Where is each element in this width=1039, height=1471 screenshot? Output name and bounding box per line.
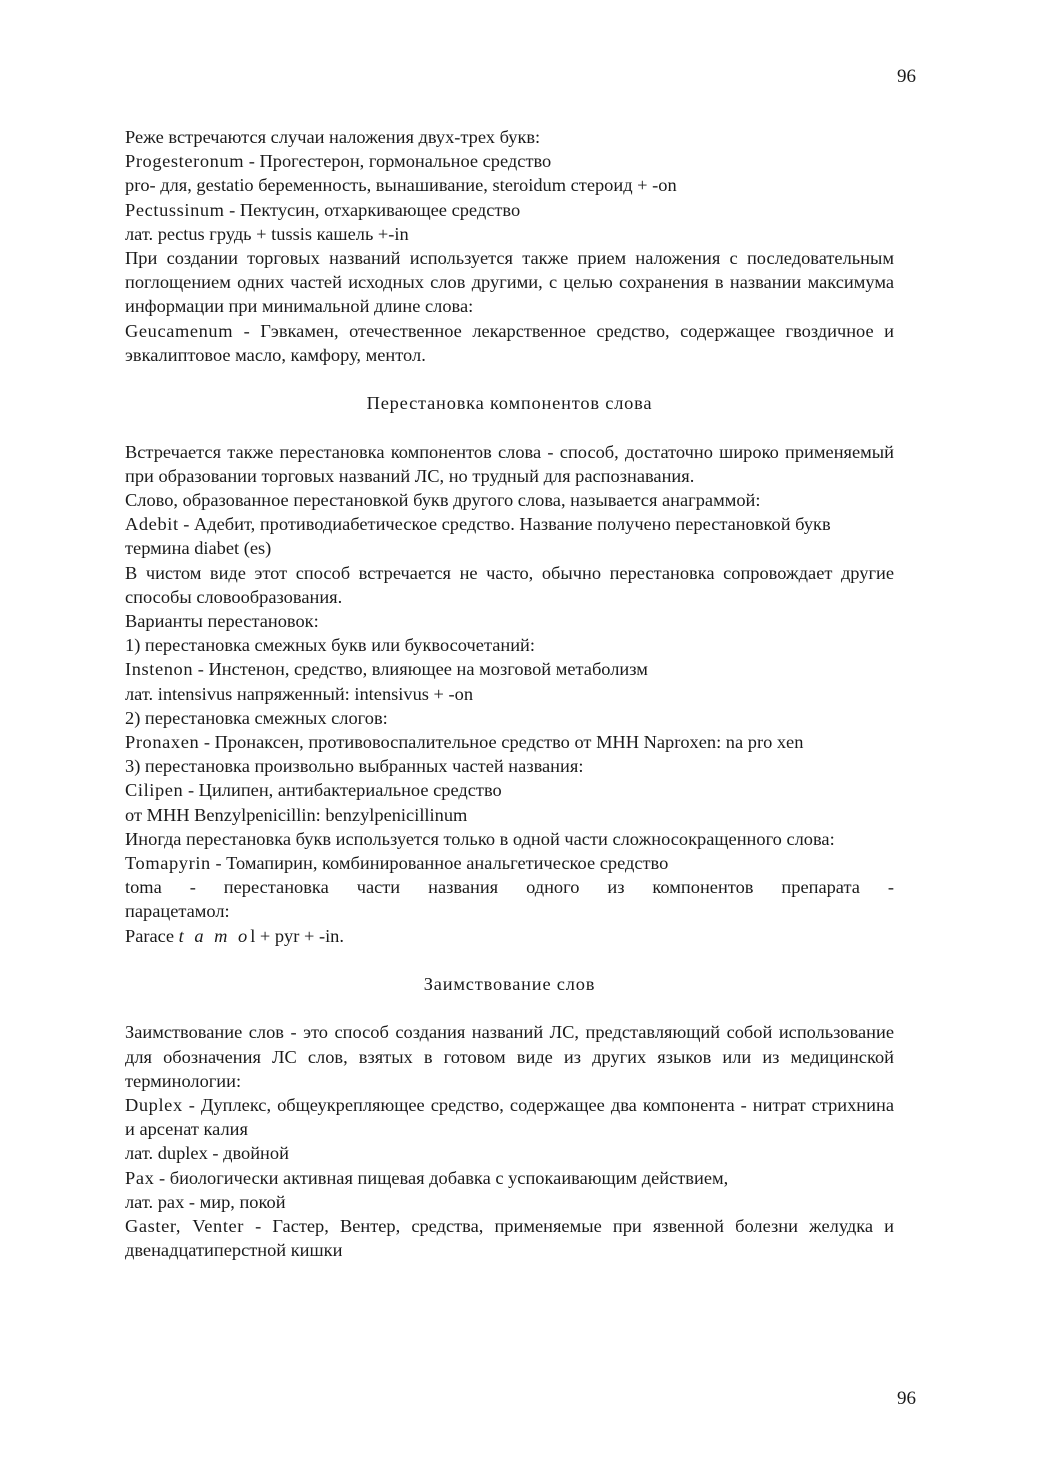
variant-heading: 1) перестановка смежных букв или буквосочетаний: [125,635,535,656]
drug-description: - Гэвкамен, отечественное лекарственное средство, содержащее гвоздичное и эвкалиптовое масло, камфору, ментол. [125,320,894,365]
etymology-line: лат. duplex - двойной [125,1143,289,1164]
etymology-line: лат. intensivus напряженный: intensivus + -on [125,683,474,704]
drug-description: - Гастер, Вентер, средства, применяемые при язвенной болезни желудка и двенадцатиперстной кишки [125,1216,894,1261]
etymology-line: от МНН Benzylpenicillin: benzylpenicillinum [125,804,468,825]
drug-description: - Цилипен, антибактериальное средство [183,780,502,801]
paragraph: Слово, образованное перестановкой букв другого слова, называется анаграммой: [125,490,761,511]
drug-name: Geucamenum [125,320,234,341]
drug-name: Pectussinum [125,199,225,220]
variant-heading: 3) перестановка произвольно выбранных частей названия: [125,756,584,777]
drug-description: - Дуплекс, общеукрепляющее средство, содержащее два компонента - нитрат стрихнина и арсенат калия [125,1095,894,1140]
paragraph: парацетамол: [125,901,230,922]
etymology-line: лат. pax - мир, покой [125,1191,286,1212]
example-entry [125,778,894,802]
paragraph: Варианты перестановок: [125,611,319,632]
formula-part: Paracе [125,925,179,946]
drug-name: Instenon [125,659,194,680]
example-entry [125,1214,894,1262]
drug-name: Pronaxen [125,732,200,753]
etymology-line: лат. pectus грудь + tussis кашель +-in [125,223,409,244]
document-body [125,125,894,1262]
paragraph: В чистом виде этот способ встречается не часто, обычно перестановка сопровождает другие способы словообразования. [125,562,894,607]
paragraph: Заимствование слов - это способ создания названий ЛС, представляющий собой использование для обозначения ЛС слов, взятых в готовом виде из других языков или из медицинской терминологии: [125,1022,894,1091]
paragraph: Встречается также перестановка компонентов слова - способ, достаточно широко применяемый при образовании торговых названий ЛС, но трудный для распознавания. [125,441,894,486]
drug-description: - биологически активная пищевая добавка с успокаивающим действием, [154,1167,729,1188]
variant-heading: 2) перестановка смежных слогов: [125,707,388,728]
drug-name: Tomapyrin [125,853,211,874]
page-number-top: 96 [897,66,916,87]
example-entry [125,730,894,754]
paragraph: Иногда перестановка букв используется только в одной части сложносокращенного слова: [125,828,835,849]
example-entry [125,198,894,222]
paragraph: При создании торговых названий используется также прием наложения с последовательным поглощением одних частей исходных слов другими, с целью сохранения в названии максимума информации при минимальной длине слова: [125,248,894,317]
example-entry [125,149,894,173]
drug-description: - Пронаксен, противовоспалительное средство от МНН Naproxen: na pro xen [199,732,804,753]
drug-name: Pax [125,1167,155,1188]
drug-name: Adebit [125,514,179,535]
example-entry [125,512,894,560]
drug-description: - Инстенон, средство, влияющее на мозговой метаболизм [193,659,648,680]
drug-description: - Прогестерон, гормональное средство [244,151,552,172]
paragraph: Реже встречаются случаи наложения двух-трех букв: [125,127,541,147]
formula-part: l + pyr + -in. [250,925,344,946]
example-entry [125,657,894,681]
formula-spaced-part: t a m o [178,925,251,946]
example-entry [125,851,894,875]
drug-name: Gaster, Venter [125,1216,245,1237]
paragraph: toma - перестановка части названия одного из компонентов препарата - [125,877,894,898]
drug-description: - Томапирин, комбинированное анальгетическое средство [210,853,669,874]
example-entry [125,319,894,367]
drug-description: - Адебит, противодиабетическое средство. Название получено перестановкой букв термина diabet (es) [125,514,831,559]
drug-name: Progesteronum [125,151,245,172]
drug-name: Duplex [125,1095,183,1116]
example-entry [125,1093,894,1141]
drug-name: Cilipen [125,780,184,801]
section-heading: Заимствование слов [423,974,596,995]
formula-line [125,924,894,948]
drug-description: - Пектусин, отхаркивающее средство [224,199,521,220]
example-entry [125,1166,894,1190]
page-number-bottom: 96 [897,1388,916,1409]
etymology-line: pro- для, gestatio беременность, вынашивание, steroidum стероид + -on [125,175,677,196]
section-heading: Перестановка компонентов слова [366,393,653,414]
